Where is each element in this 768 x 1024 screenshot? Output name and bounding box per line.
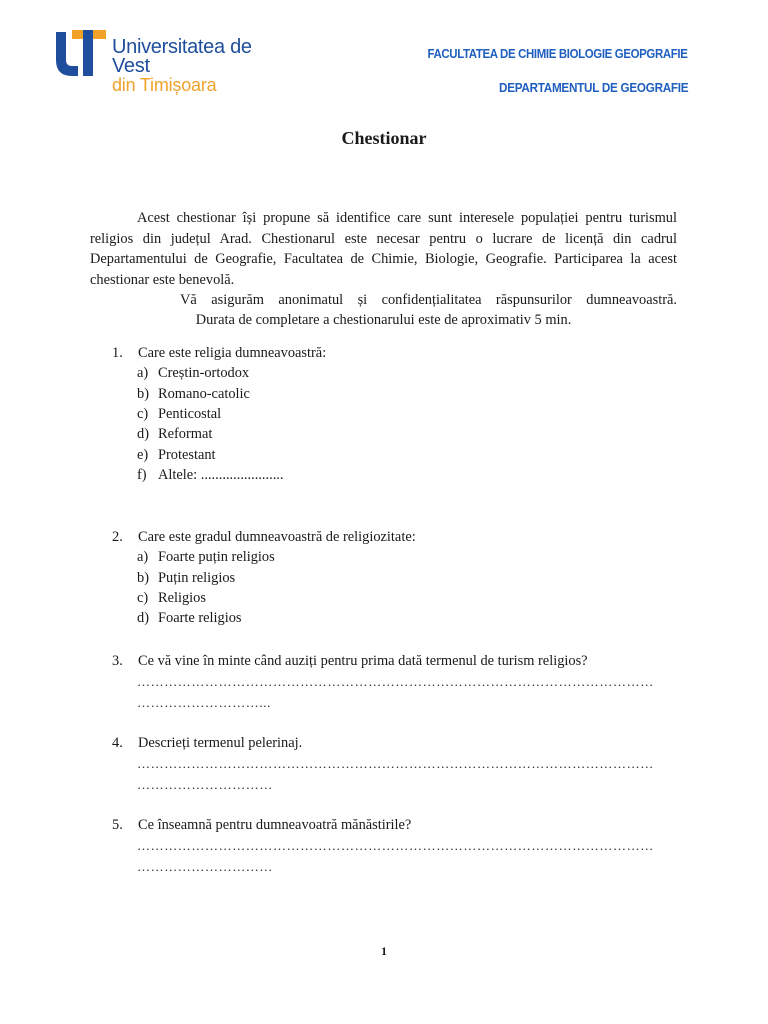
- document-title: Chestionar: [341, 128, 427, 148]
- answer-line[interactable]: …………………………: [137, 777, 273, 792]
- option-text: Religios: [158, 590, 206, 606]
- question-number: 1.: [112, 345, 123, 361]
- logo-city: din Timișoara: [112, 75, 217, 95]
- option-text: Foarte religios: [158, 610, 242, 626]
- option-letter: d): [137, 426, 149, 442]
- anonymity-note: Vă asigurăm anonimatul și confidențialitatea răspunsurilor dumneavoastră.: [180, 292, 677, 308]
- question-number: 5.: [112, 817, 123, 833]
- option-text: Puțin religios: [158, 570, 236, 586]
- page-number: 1: [381, 944, 387, 958]
- option-letter: c): [137, 590, 149, 606]
- logo-text: [112, 38, 280, 95]
- option-text: Foarte puțin religios: [158, 549, 275, 565]
- uvt-logo-icon: [50, 26, 108, 80]
- question-number: 4.: [112, 735, 123, 751]
- option-text: Protestant: [158, 447, 216, 463]
- question-number: 2.: [112, 529, 123, 545]
- intro-text: Acest chestionar își propune să identifice care sunt interesele populației pentru turismul religios din județul Arad. Chestionarul este necesar pentru o lucrare de licență din cadrul Departamentului de Geografie, Facultatea de Chimie, Biologie, Geografie. Participarea la acest chestionar este benevolă.: [90, 210, 677, 288]
- option-letter: b): [137, 570, 149, 586]
- question-number: 3.: [112, 653, 123, 669]
- answer-line[interactable]: ……………………………………………………………………………………………………: [137, 838, 654, 853]
- question-text: Ce înseamnă pentru dumneavoatră mănăstirile?: [138, 817, 412, 833]
- answer-line[interactable]: ……………………………………………………………………………………………………: [137, 756, 654, 771]
- university-logo: [50, 26, 280, 95]
- department-name: DEPARTAMENTUL DE GEOGRAFIE: [498, 80, 688, 95]
- duration-note: Durata de completare a chestionarului este de aproximativ 5 min.: [195, 312, 572, 328]
- question-text: Care este gradul dumneavoastră de religiozitate:: [138, 529, 416, 545]
- option-letter: e): [137, 447, 149, 463]
- option-text: Reformat: [158, 426, 213, 442]
- option-text: Romano-catolic: [158, 386, 250, 402]
- question-text: Descrieți termenul pelerinaj.: [138, 735, 303, 751]
- answer-line[interactable]: …………………………: [137, 859, 273, 874]
- option-letter: c): [137, 406, 149, 422]
- intro-paragraph: [90, 208, 677, 290]
- answer-line[interactable]: ……………………………………………………………………………………………………: [137, 674, 654, 689]
- logo-university-name: Universitatea de Vest: [112, 36, 252, 77]
- option-text: Altele: .......................: [158, 467, 284, 483]
- option-letter: a): [137, 549, 149, 565]
- faculty-name: FACULTATEA DE CHIMIE BIOLOGIE GEOPGRAFIE: [427, 46, 688, 61]
- option-text: Penticostal: [158, 406, 222, 422]
- question-text: Ce vă vine în minte când auziți pentru prima dată termenul de turism religios?: [138, 653, 588, 669]
- option-letter: a): [137, 365, 149, 381]
- option-letter: f): [137, 467, 147, 483]
- option-letter: d): [137, 610, 149, 626]
- option-text: Creștin-ortodox: [158, 365, 250, 381]
- question-text: Care este religia dumneavoastră:: [138, 345, 327, 361]
- answer-line[interactable]: ………………………...: [137, 695, 271, 710]
- option-letter: b): [137, 386, 149, 402]
